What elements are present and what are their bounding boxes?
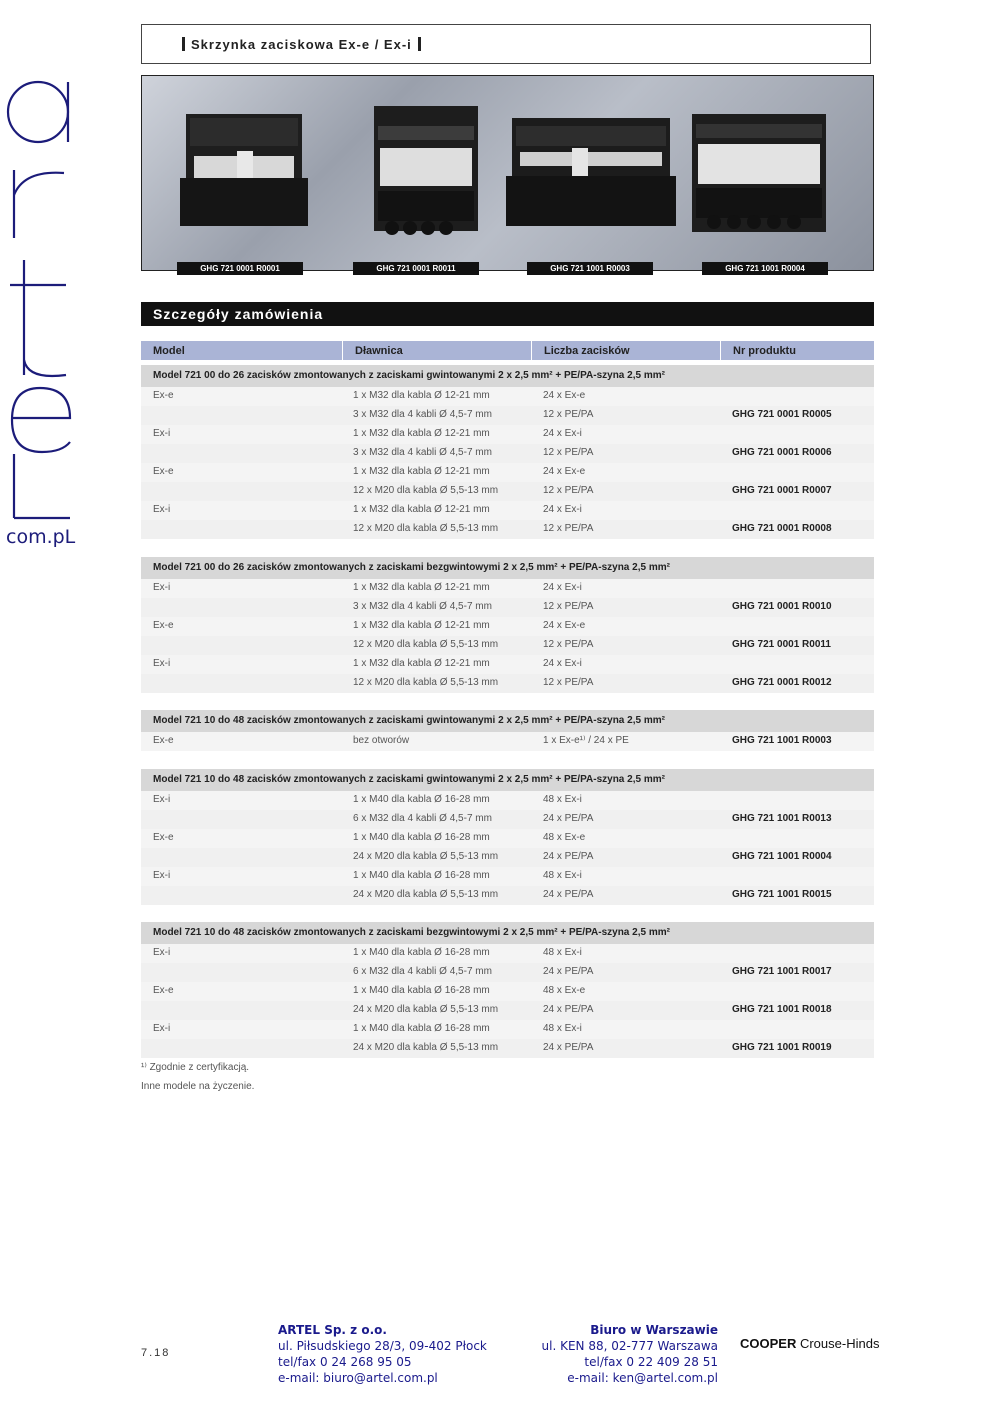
box-4 [692, 114, 826, 232]
table-row: 12 x M20 dla kabla Ø 5,5-13 mm 12 x PE/PA GHG 721 0001 R0008 [141, 520, 874, 539]
group-title: Model 721 10 do 48 zacisków zmontowanych z zaciskami bezgwintowymi 2 x 2,5 mm² + PE/PA-szyna 2,5 mm² [141, 922, 874, 944]
table-row: 24 x M20 dla kabla Ø 5,5-13 mm 24 x PE/PA GHG 721 1001 R0019 [141, 1039, 874, 1058]
table-group-1 [141, 365, 874, 539]
table-header [141, 341, 874, 360]
column-header-model: Model [141, 341, 346, 360]
table-row: Ex-i 1 x M40 dla kabla Ø 16-28 mm 48 x Ex-i [141, 944, 874, 963]
footer-left-phone: tel/fax 0 24 268 95 05 [278, 1355, 412, 1369]
column-header-product-number: Nr produktu [720, 341, 874, 360]
table-row: Ex-e bez otworów 1 x Ex-e¹⁾ / 24 x PE GHG 721 1001 R0003 [141, 732, 874, 751]
brand-suffix: Crouse-Hinds [799, 1336, 880, 1351]
title-bar-right [418, 37, 421, 51]
table-group-5 [141, 922, 874, 1058]
group-title: Model 721 10 do 48 zacisków zmontowanych z zaciskami gwintowanymi 2 x 2,5 mm² + PE/PA-szyna 2,5 mm² [141, 769, 874, 791]
footer-address-warsaw [540, 1322, 718, 1386]
table-row: Ex-e 1 x M40 dla kabla Ø 16-28 mm 48 x Ex-e [141, 829, 874, 848]
product-boxes-illustration [142, 76, 874, 271]
table-row: Ex-i 1 x M32 dla kabla Ø 12-21 mm 24 x Ex-i [141, 579, 874, 598]
table-row: 24 x M20 dla kabla Ø 5,5-13 mm 24 x PE/PA GHG 721 1001 R0015 [141, 886, 874, 905]
group-rows [141, 944, 874, 1058]
box-3 [506, 118, 676, 226]
footer-left-email[interactable]: e-mail: biuro@artel.com.pl [278, 1371, 438, 1385]
table-row: 6 x M32 dla 4 kabli Ø 4,5-7 mm 24 x PE/PA GHG 721 1001 R0017 [141, 963, 874, 982]
photo-caption-4: GHG 721 1001 R0004 [702, 262, 828, 275]
footer-company: ARTEL Sp. z o.o. [278, 1323, 387, 1337]
group-title: Model 721 10 do 48 zacisków zmontowanych z zaciskami gwintowanymi 2 x 2,5 mm² + PE/PA-szyna 2,5 mm² [141, 710, 874, 732]
table-row: 12 x M20 dla kabla Ø 5,5-13 mm 12 x PE/PA GHG 721 0001 R0012 [141, 674, 874, 693]
table-row: Ex-i 1 x M40 dla kabla Ø 16-28 mm 48 x Ex-i [141, 791, 874, 810]
header-box [141, 24, 871, 64]
table-row: Ex-e 1 x M32 dla kabla Ø 12-21 mm 24 x Ex-e [141, 617, 874, 636]
table-row: Ex-i 1 x M32 dla kabla Ø 12-21 mm 24 x Ex-i [141, 655, 874, 674]
table-row: Ex-i 1 x M40 dla kabla Ø 16-28 mm 48 x Ex-i [141, 867, 874, 886]
footer-address-plock [278, 1322, 487, 1386]
table-row: Ex-i 1 x M32 dla kabla Ø 12-21 mm 24 x Ex-i [141, 501, 874, 520]
table-row: 12 x M20 dla kabla Ø 5,5-13 mm 12 x PE/PA GHG 721 0001 R0007 [141, 482, 874, 501]
cooper-crouse-hinds-logo [740, 1336, 879, 1351]
box-1 [180, 114, 308, 226]
table-row: 6 x M32 dla 4 kabli Ø 4,5-7 mm 24 x PE/PA GHG 721 1001 R0013 [141, 810, 874, 829]
table-group-3 [141, 710, 874, 751]
group-rows [141, 732, 874, 751]
group-title: Model 721 00 do 26 zacisków zmontowanych z zaciskami gwintowanymi 2 x 2,5 mm² + PE/PA-szyna 2,5 mm² [141, 365, 874, 387]
table-row: 3 x M32 dla 4 kabli Ø 4,5-7 mm 12 x PE/PA GHG 721 0001 R0006 [141, 444, 874, 463]
table-row: 3 x M32 dla 4 kabli Ø 4,5-7 mm 12 x PE/PA GHG 721 0001 R0005 [141, 406, 874, 425]
footer-left-address: ul. Piłsudskiego 28/3, 09-402 Płock [278, 1339, 487, 1353]
photo-caption-2: GHG 721 0001 R0011 [353, 262, 479, 275]
table-row: Ex-e 1 x M32 dla kabla Ø 12-21 mm 24 x Ex-e [141, 463, 874, 482]
artel-logo-letters [4, 70, 76, 520]
artel-logo [4, 70, 76, 550]
group-rows [141, 791, 874, 905]
table-group-4 [141, 769, 874, 905]
logo-domain: com.pL [6, 526, 76, 548]
title-bar-left [182, 37, 185, 51]
footer-right-email[interactable]: e-mail: ken@artel.com.pl [567, 1371, 718, 1385]
photo-caption-3: GHG 721 1001 R0003 [527, 262, 653, 275]
footer-right-phone: tel/fax 0 22 409 28 51 [584, 1355, 718, 1369]
table-row: 24 x M20 dla kabla Ø 5,5-13 mm 24 x PE/PA GHG 721 1001 R0018 [141, 1001, 874, 1020]
table-row: Ex-i 1 x M32 dla kabla Ø 12-21 mm 24 x Ex-i [141, 425, 874, 444]
column-header-terminals: Liczba zacisków [531, 341, 727, 360]
page-title: Skrzynka zaciskowa Ex-e / Ex-i [191, 37, 412, 52]
table-row: 3 x M32 dla 4 kabli Ø 4,5-7 mm 12 x PE/PA GHG 721 0001 R0010 [141, 598, 874, 617]
table-row: Ex-e 1 x M32 dla kabla Ø 12-21 mm 24 x Ex-e [141, 387, 874, 406]
footer-office: Biuro w Warszawie [590, 1323, 718, 1337]
footnote-other-models: Inne modele na życzenie. [141, 1081, 255, 1092]
group-rows [141, 579, 874, 693]
brand-name: COOPER [740, 1336, 797, 1351]
footer-right-address: ul. KEN 88, 02-777 Warszawa [541, 1339, 718, 1353]
table-group-2 [141, 557, 874, 693]
box-2 [374, 106, 478, 235]
column-header-gland: Dławnica [342, 341, 537, 360]
photo-caption-1: GHG 721 0001 R0001 [177, 262, 303, 275]
table-row: 12 x M20 dla kabla Ø 5,5-13 mm 12 x PE/PA GHG 721 0001 R0011 [141, 636, 874, 655]
group-rows [141, 387, 874, 539]
footnote-certification: ¹⁾ Zgodnie z certyfikacją. [141, 1062, 250, 1073]
group-title: Model 721 00 do 26 zacisków zmontowanych z zaciskami bezgwintowymi 2 x 2,5 mm² + PE/PA-szyna 2,5 mm² [141, 557, 874, 579]
section-title: Szczegóły zamówienia [141, 302, 874, 326]
page-number: 7.18 [141, 1347, 171, 1359]
table-row: Ex-i 1 x M40 dla kabla Ø 16-28 mm 48 x Ex-i [141, 1020, 874, 1039]
table-row: 24 x M20 dla kabla Ø 5,5-13 mm 24 x PE/PA GHG 721 1001 R0004 [141, 848, 874, 867]
table-row: Ex-e 1 x M40 dla kabla Ø 16-28 mm 48 x Ex-e [141, 982, 874, 1001]
product-photo [141, 75, 874, 271]
